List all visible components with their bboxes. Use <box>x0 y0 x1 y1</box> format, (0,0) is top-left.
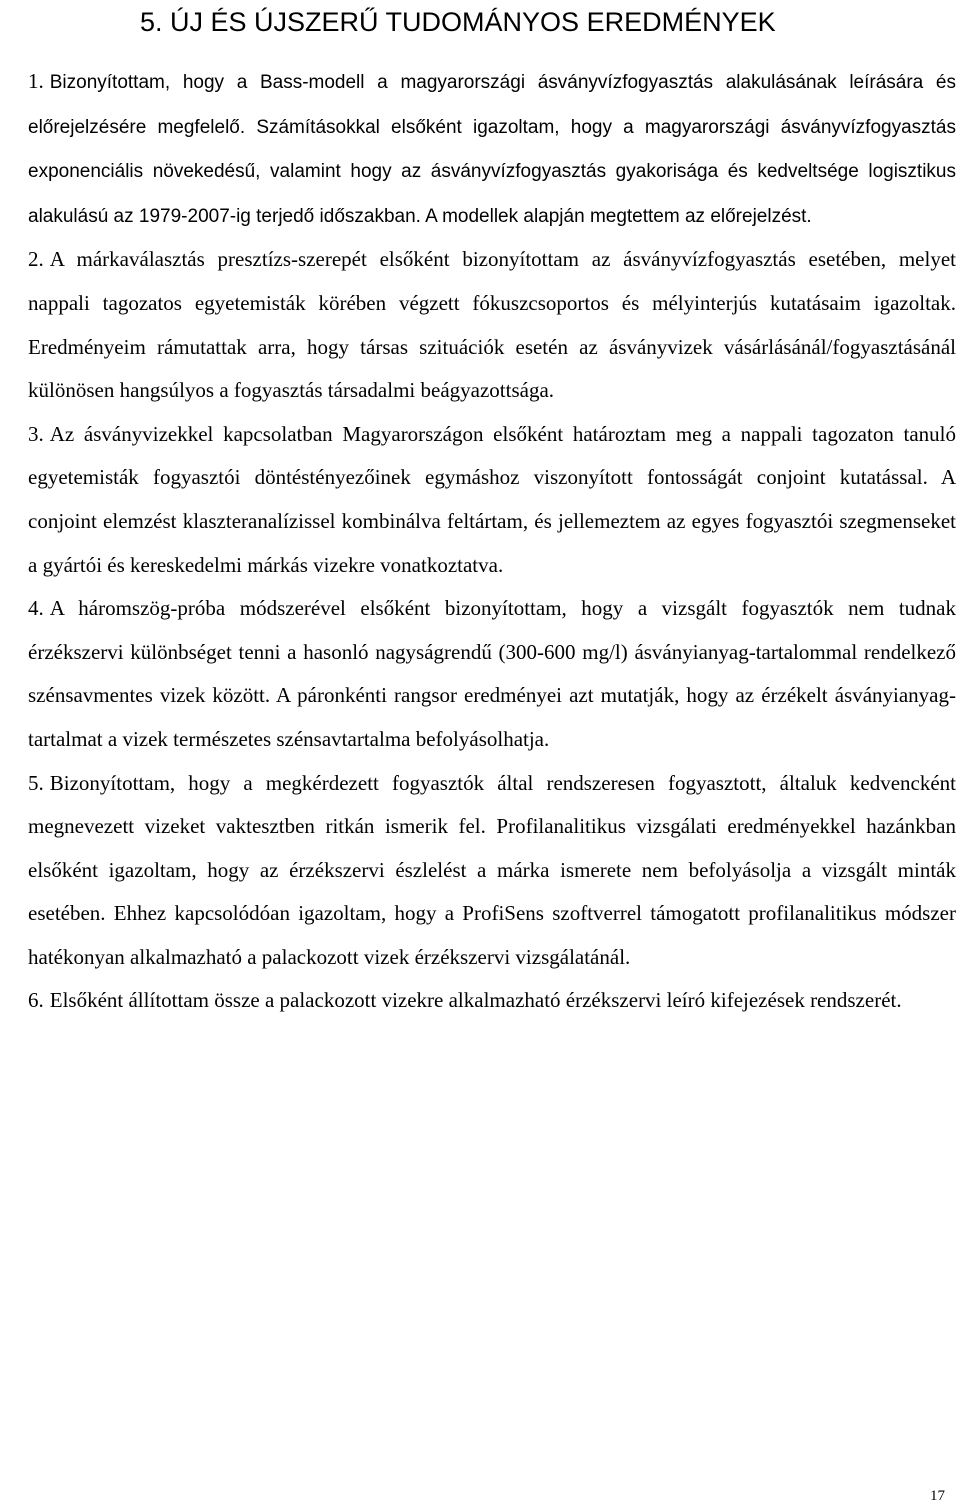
results-list <box>28 60 956 1023</box>
item-text: Elsőként állítottam össze a palackozott vizekre alkalmazható érzékszervi leíró kifejezések rendszerét. <box>49 988 902 1013</box>
result-item-2 <box>28 238 956 412</box>
result-item-1 <box>28 60 956 238</box>
item-number: 3. <box>28 421 44 446</box>
item-number: 5. <box>28 770 44 795</box>
result-item-3 <box>28 413 956 587</box>
result-item-4 <box>28 587 956 761</box>
item-number: 2. <box>28 247 44 272</box>
item-text: Bizonyítottam, hogy a Bass-modell a magyarországi ásványvízfogyasztás alakulásának leírására és előrejelzésére megfelelő. Számításokkal elsőként igazoltam, hogy a magyarországi ásványvízfogyasztás exponenciális növekedésű, valamint hogy az ásványvízfogyasztás gyakorisága és kedveltsége logisztikus alakulású az 1979-2007-ig terjedő időszakban. A modellek alapján megtettem az előrejelzést. <box>28 72 956 227</box>
result-item-5 <box>28 762 956 980</box>
item-text: Az ásványvizekkel kapcsolatban Magyarországon elsőként határoztam meg a nappali tagozaton tanuló egyetemisták fogyasztói döntéstényezőinek egymáshoz viszonyított fontosságát conjoint kutatással. A conjoint elemzést klaszteranalízissel kombinálva feltártam, és jellemeztem az egyes fogyasztói szegmenseket a gyártói és kereskedelmi márkás vizekre vonatkoztatva. <box>28 421 956 577</box>
item-text: A márkaválasztás presztízs-szerepét elsőként bizonyítottam az ásványvízfogyasztás esetében, melyet nappali tagozatos egyetemisták körében végzett fókuszcsoportos és mélyinterjús kutatásaim igazoltak. Eredményeim rámutattak arra, hogy társas szituációk esetén az ásványvizek vásárlásánál/fogyasztásánál különösen hangsúlyos a fogyasztás társadalmi beágyazottsága. <box>28 247 956 403</box>
item-text: Bizonyítottam, hogy a megkérdezett fogyasztók által rendszeresen fogyasztott, általuk kedvencként megnevezett vizeket vaktesztben ritkán ismerik fel. Profilanalitikus vizsgálati eredményekkel hazánkban elsőként igazoltam, hogy az érzékszervi észlelést a márka ismerete nem befolyásolja a vizsgált minták esetében. Ehhez kapcsolódóan igazoltam, hogy a ProfiSens szoftverrel támogatott profilanalitikus módszer hatékonyan alkalmazható a palackozott vizek érzékszervi vizsgálatánál. <box>28 770 956 969</box>
item-number: 4. <box>28 596 44 621</box>
item-number: 6. <box>28 988 44 1013</box>
section-title: 5. ÚJ ÉS ÚJSZERŰ TUDOMÁNYOS EREDMÉNYEK <box>140 7 776 37</box>
item-text: A háromszög-próba módszerével elsőként bizonyítottam, hogy a vizsgált fogyasztók nem tudnak érzékszervi különbséget tenni a hasonló nagyságrendű (300-600 mg/l) ásványianyag-tartalommal rendelkező szénsavmentes vizek között. A páronkénti rangsor eredményei azt mutatják, hogy az érzékelt ásványianyag-tartalmat a vizek természetes szénsavtartalma befolyásolhatja. <box>28 596 956 751</box>
item-number: 1. <box>28 69 44 93</box>
page-number: 17 <box>930 1488 945 1504</box>
result-item-6 <box>28 979 956 1023</box>
